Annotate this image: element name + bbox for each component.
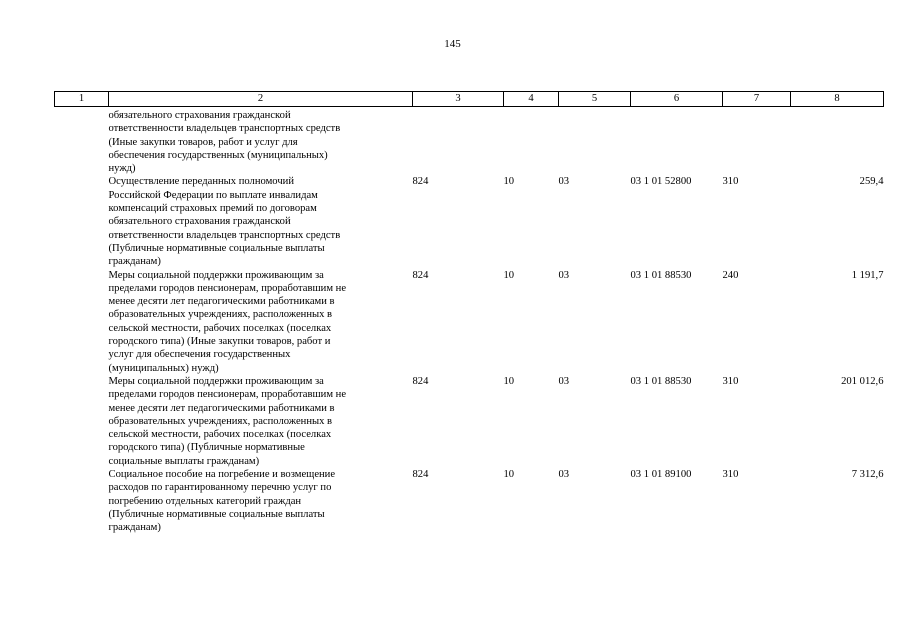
subsection-code: 03 [558,375,570,387]
description-line: Осуществление переданных полномочий [108,176,294,188]
description-line: компенсаций страховых премий по договорам [108,203,317,215]
subsection-code: 03 [558,176,570,188]
column-header: 2 [109,92,413,107]
target-article-code: 03 1 01 88530 [630,269,692,281]
expense-type-code: 310 [722,469,739,481]
target-article-code: 03 1 01 88530 [630,375,692,387]
table-row [55,175,884,268]
row-description [109,375,413,468]
row-description [109,175,413,268]
description-line: Социальное пособие на погребение и возмещение [108,469,336,481]
description-line: образовательных учреждениях, расположенных в [108,415,333,427]
subsection-code: 03 [558,269,570,281]
description-line: городского типа) (Публичные нормативные [108,442,305,454]
column-header: 3 [413,92,504,107]
row-number-cell [55,375,109,468]
expense-type-code [723,109,791,175]
expense-type-code: 310 [722,176,739,188]
page-number: 145 [444,38,461,50]
subsection-code [559,109,631,175]
dept-code: 824 [412,269,429,281]
expense-type-code: 240 [722,269,739,281]
description-line: городского типа) (Иные закупки товаров, работ и [108,336,331,348]
column-header: 8 [791,92,884,107]
dept-code: 824 [412,469,429,481]
amount [791,109,884,175]
row-number-cell [55,468,109,534]
section-code [504,109,559,175]
description-line: образовательных учреждениях, расположенных в [108,309,333,321]
dept-code: 824 [412,375,429,387]
description-line: Меры социальной поддержки проживающим за [108,375,324,387]
section-code: 10 [503,176,515,188]
column-header: 1 [55,92,109,107]
column-header: 7 [723,92,791,107]
row-description [109,269,413,375]
amount: 259,4 [859,176,884,188]
column-header: 4 [504,92,559,107]
description-line: услуг для обеспечения государственных [108,349,291,361]
description-line: ответственности владельцев транспортных средств [108,229,341,241]
description-line: социальные выплаты гражданам) [108,455,260,467]
description-line: нужд) [108,163,136,175]
amount: 7 312,6 [851,469,884,481]
description-line: Российской Федерации по выплате инвалидам [108,189,318,201]
description-line: ответственности владельцев транспортных средств [108,123,341,135]
header-row [55,92,884,107]
table-row [55,109,884,175]
description-line: сельской местности, рабочих поселках (поселках [108,429,332,441]
section-code: 10 [503,375,515,387]
description-line: (муниципальных) нужд) [108,362,219,374]
target-article-code: 03 1 01 52800 [630,176,692,188]
row-description [109,468,413,534]
section-code: 10 [503,269,515,281]
target-article-code: 03 1 01 89100 [630,469,692,481]
amount: 1 191,7 [851,269,884,281]
row-number-cell [55,175,109,268]
dept-code: 824 [412,176,429,188]
description-line: обязательного страхования гражданской [108,216,291,228]
table-row [55,375,884,468]
table-row [55,468,884,534]
description-line: обеспечения государственных (муниципальных) [108,149,328,161]
subsection-code: 03 [558,469,570,481]
description-line: расходов по гарантированному перечню услуг по [108,482,332,494]
description-line: погребению отдельных категорий граждан [108,495,302,507]
target-article-code [631,109,723,175]
row-description [109,109,413,175]
description-line: менее десяти лет педагогическими работниками в [108,402,335,414]
row-number-cell [55,109,109,175]
description-line: сельской местности, рабочих поселках (поселках [108,322,332,334]
budget-table [54,91,884,535]
amount: 201 012,6 [841,375,884,387]
description-line: гражданам) [108,256,161,268]
description-line: пределами городов пенсионерам, проработавшим не [108,282,347,294]
description-line: менее десяти лет педагогическими работниками в [108,296,335,308]
description-line: пределами городов пенсионерам, проработавшим не [108,389,347,401]
description-line: (Публичные нормативные социальные выплаты [108,242,325,254]
table-row [55,269,884,375]
description-line: (Иные закупки товаров, работ и услуг для [108,136,298,148]
section-code: 10 [503,469,515,481]
description-line: (Публичные нормативные социальные выплаты [108,508,325,520]
description-line: обязательного страхования гражданской [108,110,291,121]
expense-type-code: 310 [722,375,739,387]
description-line: гражданам) [108,522,161,534]
column-header: 6 [631,92,723,107]
row-number-cell [55,269,109,375]
description-line: Меры социальной поддержки проживающим за [108,269,324,281]
column-header: 5 [559,92,631,107]
dept-code [413,109,504,175]
